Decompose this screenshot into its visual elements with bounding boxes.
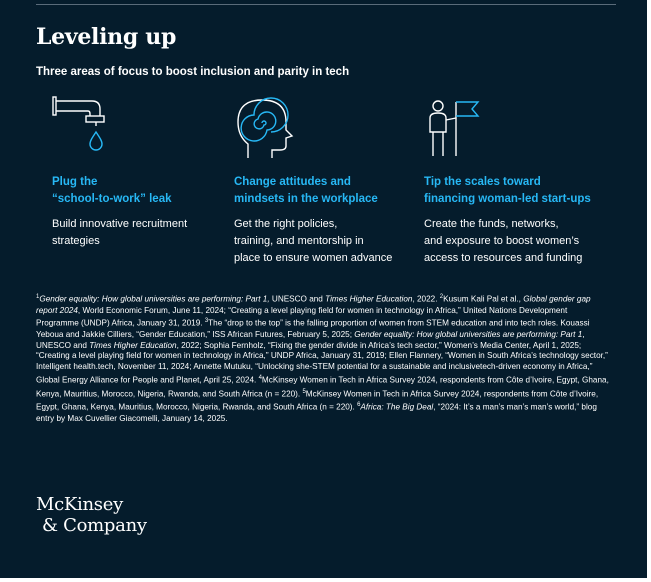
footnote-marker: 3 bbox=[204, 318, 209, 325]
citation-title: Global gender gap report 2024 bbox=[36, 294, 591, 315]
focus-area-school-to-work bbox=[52, 96, 232, 247]
citation-text: McKinsey Women in Tech in Africa Survey 2024, respondents from Côte d’Ivoire, Egypt, Ghana, Kenya, Mauritius, Morocco, Nigeria, Rwanda, and South Africa (n = 220). bbox=[36, 389, 599, 412]
page-title: Leveling up bbox=[36, 24, 177, 50]
citation-publication: Times Higher Education bbox=[325, 294, 413, 304]
citation-text: Kusum Kali Pal et al., bbox=[443, 294, 524, 304]
focus-heading: Change attitudes and mindsets in the workplace bbox=[234, 176, 378, 205]
footnote-marker: 6 bbox=[357, 402, 361, 409]
focus-area-financing bbox=[424, 96, 614, 264]
citation-title: Gender equality: How global universities are performing: Part 1 bbox=[354, 329, 583, 339]
citation-text: , “2024: It’s a man’s man’s man’s world,” blog entry by Max Cuvellier Giacomelli, January 14, 2025. bbox=[36, 402, 597, 423]
citation-text: , World Economic Forum, June 11, 2024; “Creating a level playing field for women in technology in Africa,” United Nations Development Programme (UNDP) Africa, January 31, 2019. bbox=[36, 305, 568, 329]
footnote-marker: 5 bbox=[302, 388, 306, 395]
citation-text: , 2022. bbox=[412, 294, 440, 304]
person-flag-icon bbox=[424, 96, 614, 166]
focus-heading: Plug the “school-to-work” leak bbox=[52, 176, 172, 205]
logo-line-2: & Company bbox=[42, 515, 147, 536]
citation-title: Gender equality: How global universities are performing: Part 1, bbox=[39, 294, 270, 304]
faucet-icon bbox=[52, 96, 232, 166]
focus-description: Build innovative recruitment strategies bbox=[52, 218, 188, 247]
focus-area-attitudes bbox=[234, 96, 412, 264]
citation-text: UNESCO and bbox=[269, 294, 326, 304]
focus-description: Get the right policies, training, and mentorship in place to ensure women advance bbox=[234, 218, 393, 264]
top-divider bbox=[36, 4, 616, 5]
citation-text: The “drop to the top” is the falling proportion of women from STEM education and into tech roles. Kouassi Yeboua and Jakkie Cilliers, “Gender Education,” ISS African Futures, February 5, 2025; bbox=[36, 319, 590, 339]
footnotes bbox=[36, 292, 610, 424]
head-spiral-icon bbox=[234, 96, 412, 166]
footnote-marker: 1 bbox=[36, 294, 40, 300]
footnote-marker: 4 bbox=[258, 375, 262, 382]
page-subtitle: Three areas of focus to boost inclusion and parity in tech bbox=[36, 66, 350, 78]
focus-heading: Tip the scales toward financing woman-led start-ups bbox=[424, 176, 591, 205]
footnote-marker: 2 bbox=[439, 294, 444, 300]
logo-line-1: McKinsey bbox=[36, 494, 123, 515]
citation-text: McKinsey Women in Tech in Africa Survey 2024, respondents from Côte d’Ivoire, Egypt, Ghana, Kenya, Mauritius, Morocco, Nigeria, Rwanda, and South Africa (n = 220). bbox=[36, 375, 609, 399]
citation-title: Africa: The Big Deal bbox=[360, 402, 434, 412]
citation-publication: Times Higher Education bbox=[89, 340, 177, 350]
focus-description: Create the funds, networks, and exposure to boost women’s access to resources and funding bbox=[424, 218, 583, 264]
mckinsey-logo bbox=[36, 494, 147, 536]
citation-text: , 2022; Sophia Fernholz, “Fixing the gender divide in Africa’s tech sector,” Women’s Media Center, April 1, 2025; “Creating a level playing field for women in technology in Africa,” UNDP Africa, January 31, 2019; Ellen Flannery, “Women in South Africa’s technology sector,” Intelligent health.tech, November 11, 2024; Annette Mutuku, “Unlocking she-STEM potential for a sustainable and inclusivetech-driven economy in Africa,” Global Energy Alliance for People and Planet, April 25, 2024. bbox=[36, 340, 608, 385]
citation-text: , UNESCO and bbox=[36, 329, 585, 350]
